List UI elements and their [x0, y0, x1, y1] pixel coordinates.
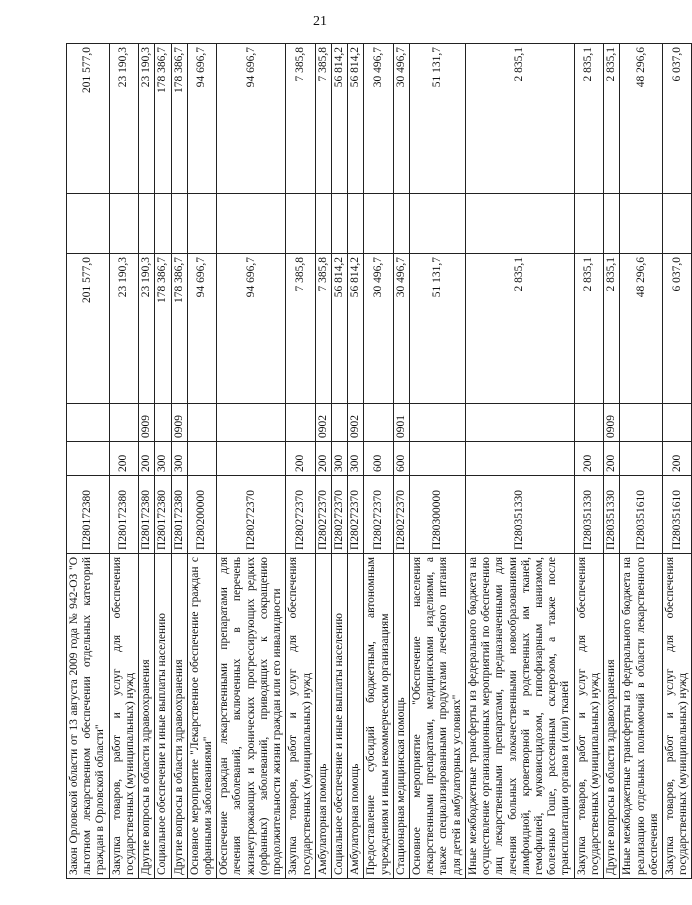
row-amount-2	[662, 194, 691, 254]
table-row	[67, 44, 110, 879]
row-amount-1: 48 296,6	[620, 254, 663, 404]
rotated-table-frame	[66, 44, 690, 879]
row-amount-1: 56 814,2	[331, 254, 347, 404]
row-code: П280272370	[331, 476, 347, 554]
row-name: Предоставление субсидий бюджетным, автономным учреждениям и иным некоммерческим организациям	[364, 554, 393, 879]
row-amount-1: 56 814,2	[348, 254, 364, 404]
row-amount-2	[187, 194, 216, 254]
table-row	[187, 44, 216, 879]
row-amount-3: 7 385,8	[315, 44, 331, 194]
row-expense-type	[217, 442, 286, 476]
row-section-code	[620, 404, 663, 442]
row-amount-1: 94 696,7	[187, 254, 216, 404]
row-section-code: 0909	[171, 404, 187, 442]
row-expense-type: 300	[171, 442, 187, 476]
table-row	[620, 44, 663, 879]
row-name: Другие вопросы в области здравоохранения	[604, 554, 620, 879]
row-expense-type: 300	[155, 442, 171, 476]
table-row	[393, 44, 409, 879]
row-expense-type: 200	[604, 442, 620, 476]
row-amount-3: 2 835,1	[604, 44, 620, 194]
row-code: П280172380	[171, 476, 187, 554]
row-amount-2	[574, 194, 603, 254]
table-row	[604, 44, 620, 879]
row-amount-3: 178 386,7	[155, 44, 171, 194]
table-row	[286, 44, 315, 879]
row-name: Амбулаторная помощь	[348, 554, 364, 879]
row-expense-type: 300	[348, 442, 364, 476]
row-name: Социальное обеспечение и иные выплаты населению	[155, 554, 171, 879]
row-section-code	[286, 404, 315, 442]
row-amount-2	[393, 194, 409, 254]
row-amount-1: 201 577,0	[67, 254, 110, 404]
row-expense-type: 200	[662, 442, 691, 476]
row-section-code: 0909	[604, 404, 620, 442]
row-amount-2	[286, 194, 315, 254]
row-code: П280351330	[465, 476, 574, 554]
row-amount-1: 23 190,3	[109, 254, 138, 404]
budget-table-body	[67, 44, 692, 879]
table-row	[315, 44, 331, 879]
row-code: П280351610	[662, 476, 691, 554]
row-name: Закупка товаров, работ и услуг для обеспечения государственных (муниципальных) нужд	[109, 554, 138, 879]
table-row	[364, 44, 393, 879]
row-amount-3: 201 577,0	[67, 44, 110, 194]
row-code: П280351330	[574, 476, 603, 554]
row-section-code	[109, 404, 138, 442]
page-number: 21	[313, 14, 327, 29]
row-amount-1: 2 835,1	[604, 254, 620, 404]
table-row	[574, 44, 603, 879]
row-section-code: 0901	[393, 404, 409, 442]
row-section-code: 0902	[348, 404, 364, 442]
row-amount-1: 2 835,1	[574, 254, 603, 404]
row-amount-1: 30 496,7	[364, 254, 393, 404]
table-row	[465, 44, 574, 879]
table-row	[171, 44, 187, 879]
row-section-code	[574, 404, 603, 442]
table-row	[217, 44, 286, 879]
budget-table	[66, 43, 692, 879]
row-expense-type: 200	[139, 442, 155, 476]
row-name: Обеспечение граждан лекарственными препаратами для лечения заболеваний, включенных в перечень жизнеугрожающих и хронических прогрессирующих редких (орфанных) заболеваний, приводящих к сокращению продолжительности жизни граждан или его инвалидности	[217, 554, 286, 879]
row-amount-2	[465, 194, 574, 254]
row-section-code	[364, 404, 393, 442]
row-amount-1: 178 386,7	[171, 254, 187, 404]
row-amount-1: 23 190,3	[139, 254, 155, 404]
row-amount-3: 30 496,7	[393, 44, 409, 194]
row-code: П280172380	[155, 476, 171, 554]
row-amount-1: 7 385,8	[315, 254, 331, 404]
row-name: Стационарная медицинская помощь	[393, 554, 409, 879]
row-name: Закупка товаров, работ и услуг для обеспечения государственных (муниципальных) нужд	[574, 554, 603, 879]
row-amount-2	[348, 194, 364, 254]
rotated-table-wrapper	[66, 44, 690, 879]
row-amount-2	[171, 194, 187, 254]
row-amount-2	[331, 194, 347, 254]
row-amount-3: 56 814,2	[331, 44, 347, 194]
row-amount-2	[155, 194, 171, 254]
row-name: Другие вопросы в области здравоохранения	[139, 554, 155, 879]
row-amount-2	[620, 194, 663, 254]
row-section-code	[465, 404, 574, 442]
row-section-code	[662, 404, 691, 442]
row-section-code	[67, 404, 110, 442]
row-expense-type	[465, 442, 574, 476]
row-code: П280172380	[67, 476, 110, 554]
row-expense-type	[620, 442, 663, 476]
row-amount-2	[139, 194, 155, 254]
row-amount-3: 23 190,3	[139, 44, 155, 194]
row-amount-1: 30 496,7	[393, 254, 409, 404]
row-expense-type	[67, 442, 110, 476]
row-section-code	[410, 404, 466, 442]
row-name: Иные межбюджетные трансферты из федерального бюджета на осуществление организационных мероприятий по обеспечению лиц лекарственными препаратами, предназначенными для лечения больных злокачественными новообразованиями лимфоидной, кроветворной и родственных им тканей, гемофилией, муковисцидозом, гипофизарным нанизмом, болезнью Гоше, рассеянным склерозом, а также после трансплантации органов и (или) тканей	[465, 554, 574, 879]
row-amount-1: 94 696,7	[217, 254, 286, 404]
row-amount-2	[604, 194, 620, 254]
row-amount-3: 30 496,7	[364, 44, 393, 194]
row-name: Основное мероприятие "Лекарственное обеспечение граждан с орфанными заболеваниями"	[187, 554, 216, 879]
row-code: П280300000	[410, 476, 466, 554]
row-amount-1: 7 385,8	[286, 254, 315, 404]
row-amount-2	[364, 194, 393, 254]
row-amount-3: 94 696,7	[187, 44, 216, 194]
row-expense-type: 200	[315, 442, 331, 476]
table-row	[348, 44, 364, 879]
row-name: Основное мероприятие "Обеспечение населения лекарственными препаратами, медицинскими изделиями, а также специализированными продуктами лечебного питания для детей в амбулаторных условиях"	[410, 554, 466, 879]
row-expense-type	[410, 442, 466, 476]
table-row	[331, 44, 347, 879]
row-amount-3: 2 835,1	[465, 44, 574, 194]
row-expense-type: 300	[331, 442, 347, 476]
row-section-code: 0902	[315, 404, 331, 442]
row-expense-type: 600	[364, 442, 393, 476]
row-amount-3: 178 386,7	[171, 44, 187, 194]
row-amount-2	[315, 194, 331, 254]
row-section-code	[217, 404, 286, 442]
row-name: Социальное обеспечение и иные выплаты населению	[331, 554, 347, 879]
row-code: П280272370	[286, 476, 315, 554]
row-expense-type: 600	[393, 442, 409, 476]
row-amount-2	[109, 194, 138, 254]
row-section-code	[155, 404, 171, 442]
row-amount-3: 7 385,8	[286, 44, 315, 194]
row-amount-2	[217, 194, 286, 254]
table-row	[109, 44, 138, 879]
table-row	[662, 44, 691, 879]
row-name: Закупка товаров, работ и услуг для обеспечения государственных (муниципальных) нужд	[286, 554, 315, 879]
row-section-code	[187, 404, 216, 442]
row-code: П280200000	[187, 476, 216, 554]
row-amount-3: 48 296,6	[620, 44, 663, 194]
row-amount-3: 6 037,0	[662, 44, 691, 194]
row-amount-3: 23 190,3	[109, 44, 138, 194]
row-amount-2	[67, 194, 110, 254]
row-code: П280351610	[620, 476, 663, 554]
row-amount-3: 51 131,7	[410, 44, 466, 194]
row-name: Другие вопросы в области здравоохранения	[171, 554, 187, 879]
row-amount-1: 2 835,1	[465, 254, 574, 404]
row-name: Иные межбюджетные трансферты из федерального бюджета на реализацию отдельных полномочий в области лекарственного обеспечения	[620, 554, 663, 879]
row-expense-type: 200	[286, 442, 315, 476]
row-amount-2	[410, 194, 466, 254]
row-amount-3: 56 814,2	[348, 44, 364, 194]
table-row	[155, 44, 171, 879]
row-expense-type	[187, 442, 216, 476]
row-expense-type: 200	[109, 442, 138, 476]
row-code: П280172380	[109, 476, 138, 554]
table-row	[139, 44, 155, 879]
row-code: П280272370	[217, 476, 286, 554]
table-row	[410, 44, 466, 879]
row-code: П280272370	[393, 476, 409, 554]
row-name: Закупка товаров, работ и услуг для обеспечения государственных (муниципальных) нужд	[662, 554, 691, 879]
row-amount-3: 2 835,1	[574, 44, 603, 194]
row-name: Амбулаторная помощь	[315, 554, 331, 879]
row-section-code	[331, 404, 347, 442]
row-name: Закон Орловской области от 13 августа 2009 года № 942-ОЗ "О льготном лекарственном обеспечении отдельных категорий граждан в Орловской области"	[67, 554, 110, 879]
row-code: П280351330	[604, 476, 620, 554]
row-amount-3: 94 696,7	[217, 44, 286, 194]
row-code: П280272370	[348, 476, 364, 554]
row-amount-1: 6 037,0	[662, 254, 691, 404]
row-code: П280272370	[315, 476, 331, 554]
row-amount-1: 51 131,7	[410, 254, 466, 404]
row-code: П280272370	[364, 476, 393, 554]
row-code: П280172380	[139, 476, 155, 554]
row-amount-1: 178 386,7	[155, 254, 171, 404]
row-section-code: 0909	[139, 404, 155, 442]
row-expense-type: 200	[574, 442, 603, 476]
